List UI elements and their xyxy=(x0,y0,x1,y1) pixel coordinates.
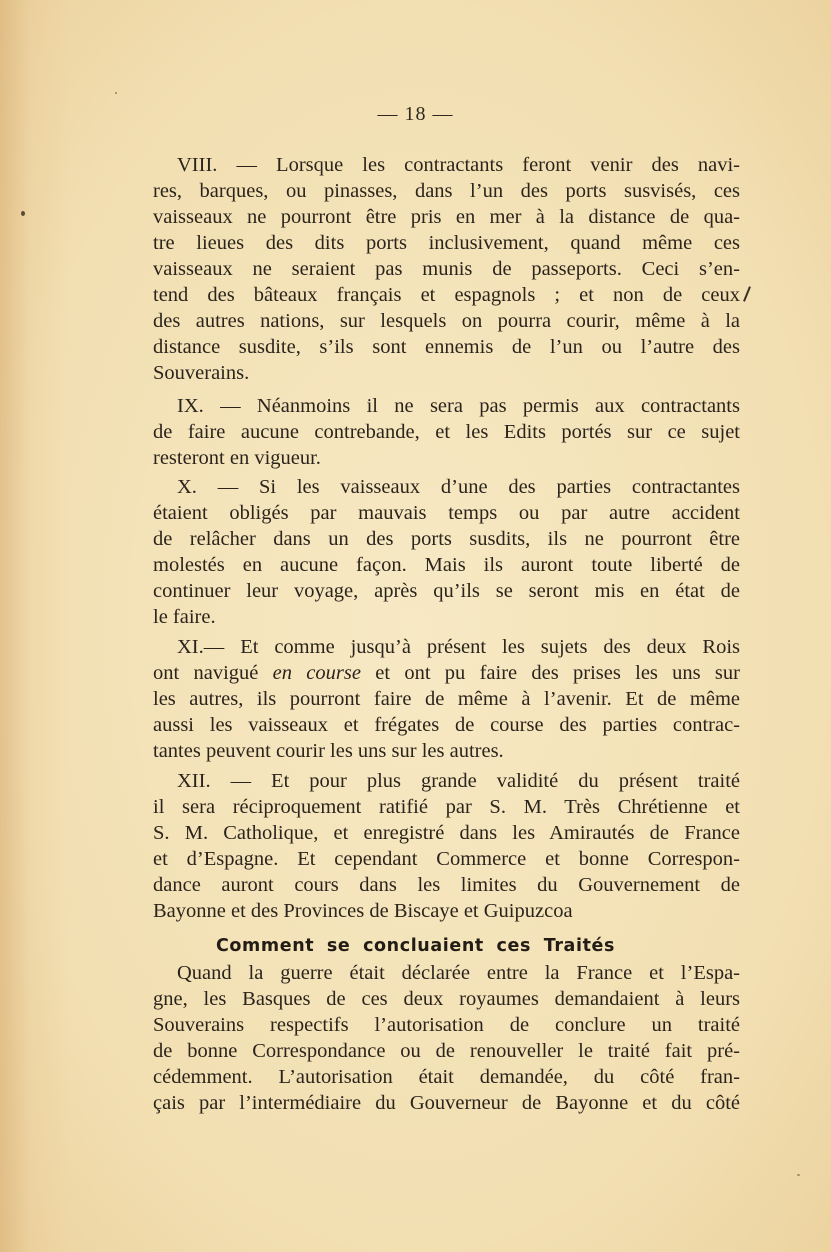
text-line: distance susdite, s’ils sont ennemis de l’un ou l’autre des xyxy=(153,336,740,358)
paper-speck xyxy=(797,1174,800,1176)
text-line: res, barques, ou pinasses, dans l’un des ports susvisés, ces xyxy=(153,180,740,202)
text-line: de bonne Correspondance ou de renouveller le traité fait pré- xyxy=(153,1040,740,1062)
paper-speck xyxy=(21,211,25,216)
text-line: Souverains respectifs l’autorisation de conclure un traité xyxy=(153,1014,740,1036)
text-line: cédemment. L’autorisation était demandée, du côté fran- xyxy=(153,1066,740,1088)
text-line: gne, les Basques de ces deux royaumes demandaient à leurs xyxy=(153,988,740,1010)
paper-speck xyxy=(115,92,117,94)
text-line: continuer leur voyage, après qu’ils se seront mis en état de xyxy=(153,580,740,602)
text-line: IX. — Néanmoins il ne sera pas permis aux contractants xyxy=(177,395,740,417)
text-line: tantes peuvent courir les uns sur les autres. xyxy=(153,740,504,762)
text-line: aussi les vaisseaux et frégates de course des parties contrac- xyxy=(153,714,740,736)
text-line: tre lieues des dits ports inclusivement, quand même ces xyxy=(153,232,740,254)
text-line: Bayonne et des Provinces de Biscaye et Guipuzcoa xyxy=(153,900,573,922)
text-line: étaient obligés par mauvais temps ou par autre accident xyxy=(153,502,740,524)
text-line: et d’Espagne. Et cependant Commerce et bonne Correspon- xyxy=(153,848,740,870)
text-run: et ont pu faire des prises les uns sur xyxy=(360,662,740,684)
text-line xyxy=(153,660,740,686)
margin-pencil-mark xyxy=(743,286,751,302)
text-line: Souverains. xyxy=(153,362,250,384)
text-line: çais par l’intermédiaire du Gouverneur de Bayonne et du côté xyxy=(153,1092,740,1114)
text-line: dance auront cours dans les limites du Gouvernement de xyxy=(153,874,740,896)
text-line: molestés en aucune façon. Mais ils auront toute liberté de xyxy=(153,554,740,576)
section-heading: Comment se concluaient ces Traités xyxy=(215,936,616,956)
text-line: vaisseaux ne seraient pas munis de passeports. Ceci s’en- xyxy=(153,258,740,280)
text-line: les autres, ils pourront faire de même à l’avenir. Et de même xyxy=(153,688,740,710)
text-line: resteront en vigueur. xyxy=(153,447,321,469)
text-line: X. — Si les vaisseaux d’une des parties contractantes xyxy=(177,476,740,498)
text-line: VIII. — Lorsque les contractants feront venir des navi- xyxy=(177,154,740,176)
text-line: de relâcher dans un des ports susdits, ils ne pourront être xyxy=(153,528,740,550)
text-line: de faire aucune contrebande, et les Edits portés sur ce sujet xyxy=(153,421,740,443)
text-line: S. M. Catholique, et enregistré dans les Amirautés de France xyxy=(153,822,740,844)
text-line: il sera réciproquement ratifié par S. M. Très Chrétienne et xyxy=(153,796,740,818)
text-line: tend des bâteaux français et espagnols ; et non de ceux xyxy=(153,284,740,306)
page-number: — 18 — xyxy=(377,103,454,125)
text-line: Quand la guerre était déclarée entre la France et l’Espa- xyxy=(177,962,740,984)
text-line: XI.— Et comme jusqu’à présent les sujets des deux Rois xyxy=(177,636,740,658)
text-line: XII. — Et pour plus grande validité du présent traité xyxy=(177,770,740,792)
text-run: ont navigué xyxy=(153,662,273,684)
text-line: vaisseaux ne pourront être pris en mer à la distance de qua- xyxy=(153,206,740,228)
italic-phrase: en course xyxy=(272,662,361,684)
text-line: des autres nations, sur lesquels on pourra courir, même à la xyxy=(153,310,740,332)
text-line: le faire. xyxy=(153,606,216,628)
